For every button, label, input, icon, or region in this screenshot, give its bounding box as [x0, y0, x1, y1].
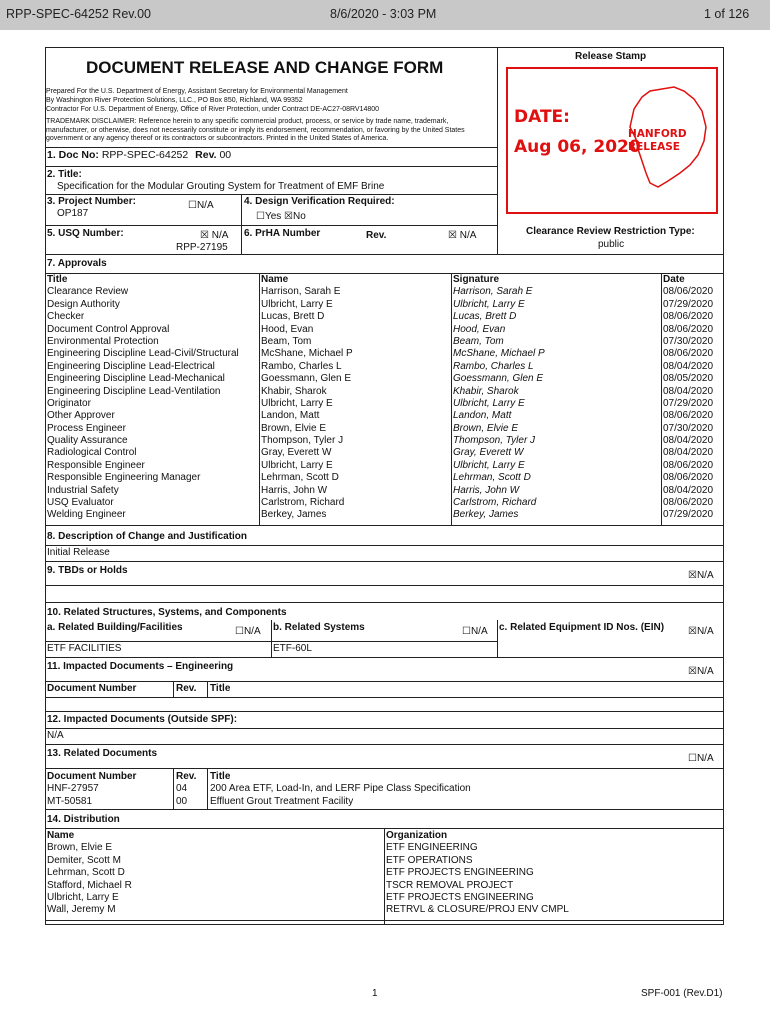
- list-item: Wall, Jeremy M: [47, 904, 116, 916]
- table-row: Environmental Protection: [47, 335, 159, 347]
- s10a-na-checkbox[interactable]: ☐N/A: [235, 626, 261, 637]
- table-row: Originator: [47, 397, 91, 409]
- usq-na-checkbox[interactable]: ☒ N/A: [200, 230, 229, 241]
- s14-header-name: Name: [47, 830, 75, 841]
- table-row: Radiological Control: [47, 447, 137, 459]
- project-na-checkbox[interactable]: ☐N/A: [188, 200, 214, 211]
- s13-header-doc: Document Number: [47, 771, 137, 782]
- s13-row-1-rev: 04: [176, 783, 188, 794]
- s13-row-2-rev: 00: [176, 796, 188, 807]
- list-item: Ulbricht, Larry E: [47, 891, 119, 903]
- s10c-label: c. Related Equipment ID Nos. (EIN): [499, 622, 665, 633]
- table-row: Process Engineer: [47, 422, 126, 434]
- s11-header-title: Title: [210, 683, 231, 694]
- s13-label: 13. Related Documents: [47, 748, 158, 759]
- approvals-date-column: Date 08/06/2020 07/29/2020 08/06/2020 08/06/2020 07/30/2020 08/06/2020 08/04/2020 08/05/2020 08/04/2020 07/29/2020 08/06/2020 07/30/2020 08/04/2020 08/04/2020 08/06/2020 08/06/2020 08/04/2020 08/06/2020 07/29/2020: [663, 274, 714, 521]
- s8-value: Initial Release: [47, 547, 110, 558]
- table-row: Engineering Discipline Lead-Mechanical: [47, 373, 225, 385]
- table-row: Engineering Discipline Lead-Electrical: [47, 360, 215, 372]
- table-row: Other Approver: [47, 410, 115, 422]
- s10b-label: b. Related Systems: [273, 622, 365, 633]
- list-item: Stafford, Michael R: [47, 879, 132, 891]
- s13-header-rev: Rev.: [176, 771, 197, 782]
- title-value: Specification for the Modular Grouting System for Treatment of EMF Brine: [57, 181, 385, 192]
- list-item: Demiter, Scott M: [47, 854, 121, 866]
- s14-label: 14. Distribution: [47, 814, 120, 825]
- approvals-title-column: [47, 274, 239, 522]
- s11-header-doc: Document Number: [47, 683, 137, 694]
- title-label: 2. Title:: [47, 169, 82, 180]
- s11-na-checkbox[interactable]: ☒N/A: [688, 666, 714, 677]
- project-number-value: OP187: [57, 208, 89, 219]
- table-row: Quality Assurance: [47, 435, 128, 447]
- s10-label: 10. Related Structures, Systems, and Components: [47, 607, 287, 618]
- col-header-signature: Signature: [453, 274, 500, 285]
- s13-na-checkbox[interactable]: ☐N/A: [688, 753, 714, 764]
- s14-header-org: Organization: [386, 830, 448, 841]
- s10b-na-checkbox[interactable]: ☐N/A: [462, 626, 488, 637]
- s13-row-2-title: Effluent Grout Treatment Facility: [210, 796, 354, 807]
- usq-number-value: RPP-27195: [176, 242, 228, 253]
- col-header-name: Name: [261, 274, 289, 285]
- s11-label: 11. Impacted Documents – Engineering: [47, 661, 234, 672]
- table-row: Document Control Approval: [47, 323, 170, 335]
- prepared-line-2: By Washington River Protection Solutions, LLC., PO Box 850, Richland, WA 99352: [46, 97, 303, 104]
- approvals-signature-column: Signature Harrison, Sarah E Ulbricht, Larry E Lucas, Brett D Hood, Evan Beam, Tom McShane, Michael P Rambo, Charles L Goessmann, Glen E Khabir, Sharok Ulbricht, Larry E Landon, Matt Brown, Elvie E Thompson, Tyler J Gray, Everett W Ulbricht, Larry E Lehrman, Scott D Harris, John W Carlstrom, Richard Berkey, James: [453, 274, 545, 521]
- stamp-date-label: DATE:: [514, 107, 570, 127]
- prha-number-label: 6. PrHA Number: [244, 228, 321, 239]
- s9-label: 9. TBDs or Holds: [47, 565, 128, 576]
- form-title: DOCUMENT RELEASE AND CHANGE FORM: [86, 58, 444, 77]
- clearance-restriction-label: Clearance Review Restriction Type:: [526, 226, 695, 237]
- header-doc-id: RPP-SPEC-64252 Rev.00: [6, 7, 151, 21]
- table-row: Design Authority: [47, 298, 120, 310]
- header-page-count: 1 of 126: [704, 7, 750, 21]
- col-header-date: Date: [663, 274, 685, 285]
- stamp-divider: [497, 47, 498, 254]
- prepared-line-3: Contractor For U.S. Department of Energy, Office of River Protection, under Contract DE-AC27-08RV14800: [46, 106, 380, 113]
- stamp-release: RELEASE: [628, 141, 680, 153]
- release-stamp: [506, 67, 718, 214]
- col-header-title: Title: [47, 274, 68, 285]
- table-row: USQ Evaluator: [47, 497, 114, 509]
- prha-na-checkbox[interactable]: ☒ N/A: [448, 230, 477, 241]
- s12-label: 12. Impacted Documents (Outside SPF):: [47, 714, 238, 725]
- design-verification-options[interactable]: ☐Yes ☒No: [256, 211, 306, 222]
- project-number-label: 3. Project Number:: [47, 196, 136, 207]
- s11-header-rev: Rev.: [176, 683, 197, 694]
- s10c-na-checkbox[interactable]: ☒N/A: [688, 626, 714, 637]
- clearance-restriction-value: public: [598, 239, 625, 250]
- s13-header-title: Title: [210, 771, 231, 782]
- usq-number-label: 5. USQ Number:: [47, 228, 124, 239]
- footer-page-number: 1: [372, 988, 378, 999]
- distribution-org-column: Organization ETF ENGINEERING ETF OPERATIONS ETF PROJECTS ENGINEERING TSCR REMOVAL PROJECT ETF PROJECTS ENGINEERING RETRVL & CLOSURE/PROJ ENV CMPL: [386, 830, 569, 916]
- table-row: Clearance Review: [47, 286, 129, 298]
- doc-no-field: 1. Doc No: RPP-SPEC-64252 Rev. 00: [47, 149, 232, 161]
- table-row: Checker: [47, 311, 85, 323]
- s10b-value: ETF-60L: [273, 643, 312, 654]
- table-row: Engineering Discipline Lead-Ventilation: [47, 385, 221, 397]
- release-stamp-label: Release Stamp: [575, 51, 647, 62]
- trademark-disclaimer: TRADEMARK DISCLAIMER: Reference herein to any specific commercial product, process, or service by trade name, trademark, manufacturer, or otherwise, does not necessarily constitute or imply its endorsement, recommendation, or favoring by the United States government or any agency thereof or its contractors or subcontractors. Printed in the United States of America.: [46, 118, 465, 142]
- distribution-name-column: [47, 830, 132, 917]
- design-verification-label: 4. Design Verification Required:: [244, 196, 395, 207]
- s8-label: 8. Description of Change and Justification: [47, 531, 248, 542]
- table-row: Industrial Safety: [47, 484, 119, 496]
- s13-row-2-doc: MT-50581: [47, 796, 93, 807]
- s13-row-1-doc: HNF-27957: [47, 783, 99, 794]
- s9-na-checkbox[interactable]: ☒N/A: [688, 570, 714, 581]
- s13-row-1-title: 200 Area ETF, Load-In, and LERF Pipe Class Specification: [210, 783, 471, 794]
- s10a-label: a. Related Building/Facilities: [47, 622, 183, 633]
- table-row: Engineering Discipline Lead-Civil/Structural: [47, 348, 239, 360]
- prepared-line-1: Prepared For the U.S. Department of Energy, Assistant Secretary for Environmental Management: [46, 88, 348, 95]
- approvals-name-column: Name Harrison, Sarah E Ulbricht, Larry E Lucas, Brett D Hood, Evan Beam, Tom McShane, Michael P Rambo, Charles L Goessmann, Glen E Khabir, Sharok Ulbricht, Larry E Landon, Matt Brown, Elvie E Thompson, Tyler J Gray, Everett W Ulbricht, Larry E Lehrman, Scott D Harris, John W Carlstrom, Richard Berkey, James: [261, 274, 353, 521]
- header-datetime: 8/6/2020 - 3:03 PM: [330, 7, 437, 21]
- table-row: Responsible Engineer: [47, 459, 145, 471]
- list-item: Brown, Elvie E: [47, 842, 113, 854]
- stamp-hanford: HANFORD: [628, 128, 687, 140]
- s10a-value: ETF FACILITIES: [47, 643, 122, 654]
- stamp-date: Aug 06, 2020: [514, 137, 641, 157]
- viewer-header-bar: [0, 0, 770, 30]
- prha-rev-label: Rev.: [366, 230, 387, 241]
- table-row: Welding Engineer: [47, 509, 126, 521]
- table-row: Responsible Engineering Manager: [47, 472, 201, 484]
- footer-form-id: SPF-001 (Rev.D1): [641, 988, 723, 999]
- s12-value: N/A: [47, 730, 64, 741]
- approvals-label: 7. Approvals: [47, 258, 107, 269]
- list-item: Lehrman, Scott D: [47, 867, 125, 879]
